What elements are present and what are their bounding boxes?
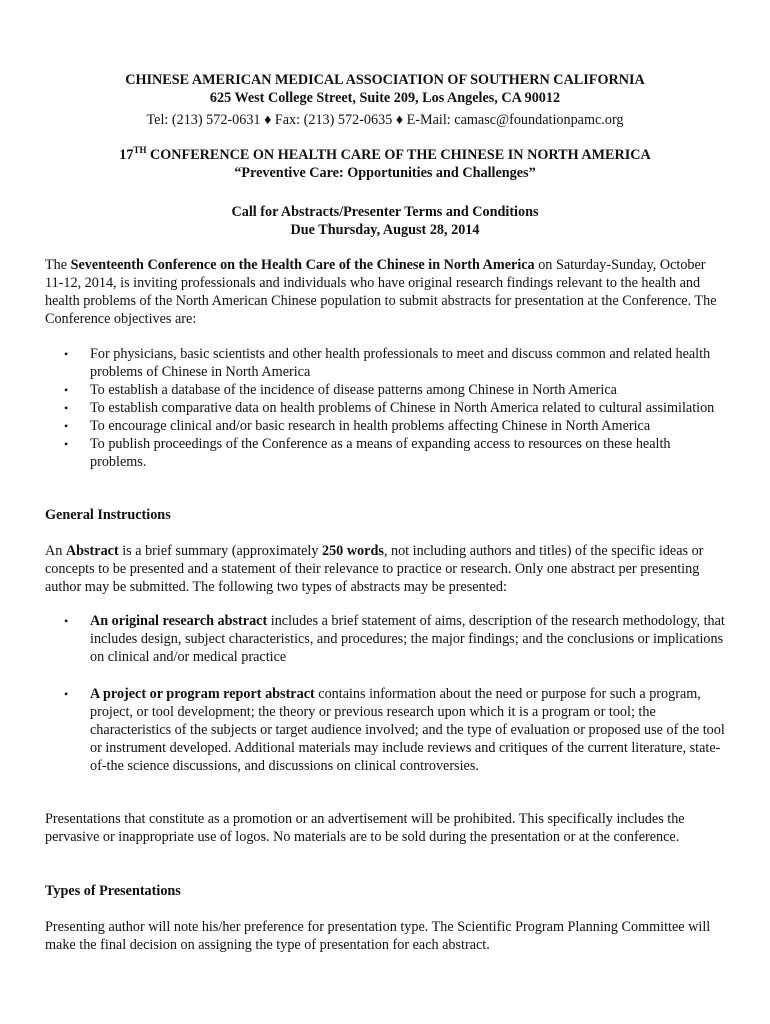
call-header bbox=[0, 203, 770, 239]
bullet-icon: • bbox=[64, 614, 69, 628]
bullet-icon: • bbox=[64, 419, 69, 433]
org-address: 625 West College Street, Suite 209, Los Angeles, CA 90012 bbox=[209, 90, 561, 106]
bullet-icon: • bbox=[64, 401, 69, 415]
list-item: • To establish a database of the incidence of disease patterns among Chinese in North America bbox=[64, 382, 617, 398]
abstract-types-list-2 bbox=[45, 685, 725, 775]
org-contact: Tel: (213) 572-0631 ♦ Fax: (213) 572-0635 ♦ E-Mail: camasc@foundationpamc.org bbox=[146, 112, 624, 128]
abstract-paragraph: An Abstract is a brief summary (approximately 250 words, not including authors and titles) of the specific ideas or concepts to be presented and a statement of their relevance to practice or research. Only one abstract per presenting author may be submitted. The following two types of abstracts may be presented: bbox=[45, 543, 704, 595]
intro-lead: The bbox=[45, 257, 71, 273]
bullet-icon: • bbox=[64, 687, 69, 701]
list-item: • To establish comparative data on health problems of Chinese in North America related to cultural assimilation bbox=[64, 400, 715, 416]
bullet-icon: • bbox=[64, 383, 69, 397]
intro-rest: on Saturday-Sunday, October 11-12, 2014, is inviting professionals and individuals who have original research findings relevant to the health and health problems of the North American Chinese population to submit abstracts for presentation at the Conference. The Conference objectives are: bbox=[45, 257, 717, 327]
call-due-date: Due Thursday, August 28, 2014 bbox=[290, 222, 480, 238]
list-item: • To publish proceedings of the Conference as a means of expanding access to resources on these health problems. bbox=[64, 436, 671, 470]
intro-conference-name: Seventeenth Conference on the Health Care of the Chinese in North America bbox=[70, 257, 535, 273]
conference-number: 17 bbox=[119, 147, 134, 163]
objectives-list bbox=[45, 345, 725, 471]
presentation-types-heading: Types of Presentations bbox=[45, 883, 181, 899]
letterhead bbox=[0, 71, 770, 129]
conference-theme: “Preventive Care: Opportunities and Challenges” bbox=[234, 165, 536, 181]
bullet-icon: • bbox=[64, 437, 69, 451]
list-item: • An original research abstract includes a brief statement of aims, description of the research methodology, that includes design, subject characteristics, and procedures; the major findings; and the conclusions or implications on clinical and/or medical practice bbox=[64, 613, 725, 665]
promotion-paragraph: Presentations that constitute as a promotion or an advertisement will be prohibited. This specifically includes the pervasive or inappropriate use of logos. No materials are to be sold during the presentation or at the conference. bbox=[45, 811, 685, 845]
abstract-types-list bbox=[45, 612, 725, 666]
list-item: • To encourage clinical and/or basic research in health problems affecting Chinese in North America bbox=[64, 418, 651, 434]
call-title: Call for Abstracts/Presenter Terms and Conditions bbox=[231, 204, 539, 220]
conference-title-text: CONFERENCE ON HEALTH CARE OF THE CHINESE IN NORTH AMERICA bbox=[146, 147, 651, 163]
conference-title bbox=[0, 146, 770, 164]
conference-number-suffix: TH bbox=[133, 145, 147, 155]
list-item: • For physicians, basic scientists and other health professionals to meet and discuss common and related health problems of Chinese in North America bbox=[64, 346, 711, 380]
list-item: • A project or program report abstract contains information about the need or purpose for such a program, project, or tool development; the theory or previous research upon which it is a program or tool; the characteristics of the subjects or target audience involved; and the type of evaluation or proposed use of the tool or instrument developed. Additional materials may include reviews and critiques of the current literature, state-of-the science discussions, and discussions on clinical controversies. bbox=[64, 686, 725, 774]
intro-paragraph bbox=[45, 256, 725, 328]
presentation-types-paragraph: Presenting author will note his/her preference for presentation type. The Scientific Program Planning Committee will make the final decision on assigning the type of presentation for each abstract. bbox=[45, 919, 711, 953]
bullet-icon: • bbox=[64, 347, 69, 361]
general-instructions-heading: General Instructions bbox=[45, 507, 171, 523]
conference-header bbox=[0, 146, 770, 182]
org-name: CHINESE AMERICAN MEDICAL ASSOCIATION OF SOUTHERN CALIFORNIA bbox=[125, 72, 645, 88]
